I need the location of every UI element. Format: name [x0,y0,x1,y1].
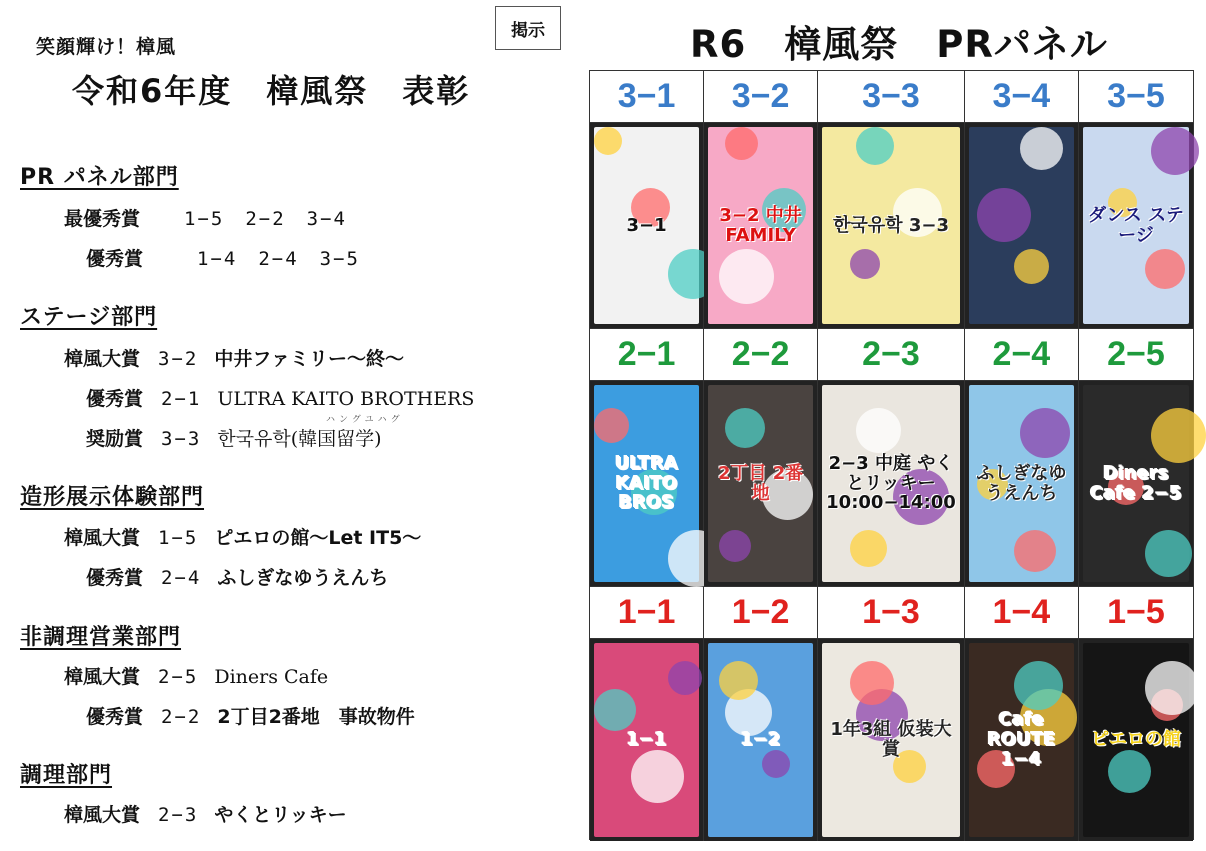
award-row [86,415,404,451]
panel-decoration [725,127,758,160]
panel-photo [1079,381,1193,587]
panel-photo [704,123,818,329]
section-title: 造形展示体験部門 [20,485,205,510]
panel-decoration [719,661,758,700]
panel-photo [965,123,1079,329]
award-work: 中井ファミリー〜終〜 [214,348,404,370]
panel-text: 한국유학 3−3 [833,214,949,236]
award-row [64,523,421,550]
award-row [86,702,415,729]
pr-panel-grid [589,70,1194,840]
award-row [86,384,474,411]
award-classes: 2−5 [158,666,199,688]
panel-photo [818,123,965,329]
panel-text: 2丁目 2番地 [717,462,804,504]
panel-decoration [850,661,894,705]
class-header: 1−1 [590,587,704,639]
class-header: 1−3 [818,587,965,639]
panel-text: ダンス ステージ [1088,204,1184,246]
award-classes: 1−5 2−2 3−4 [184,208,347,230]
panel-decoration [1145,249,1185,289]
panel-text: 1−2 [740,729,781,751]
award-name: 樟風大賞 [64,666,141,688]
section-exhibition [20,480,204,511]
award-name: 樟風大賞 [64,804,141,826]
panel-decoration [1145,530,1192,577]
panel-decoration [856,408,901,453]
award-row [64,800,347,827]
panel-photo [590,639,704,841]
panel-photo [704,639,818,841]
class-header: 2−4 [965,329,1079,381]
panel-decoration [719,249,774,304]
award-name: 優秀賞 [86,706,144,728]
panel-decoration [725,408,765,448]
section-non-cooking [20,620,181,651]
slogan: 笑顔輝け！樟風 [36,36,177,58]
class-header: 3−1 [590,71,704,123]
class-header: 2−1 [590,329,704,381]
panel-decoration [977,188,1031,242]
section-title: ステージ部門 [20,305,158,330]
panel-decoration [1151,408,1206,463]
panel-decoration [856,127,894,165]
award-row [64,204,347,231]
award-work: ULTRA KAITO BROTHERS [217,388,475,410]
class-header: 2−3 [818,329,965,381]
pr-panel-title: R6 樟風祭 PRパネル [690,23,1108,66]
section-stage [20,300,157,331]
panel-photo [965,381,1079,587]
panel-photo [704,381,818,587]
award-row [64,662,328,689]
class-header: 3−5 [1079,71,1193,123]
award-name: 奨励賞 [86,428,144,450]
panel-text: 1−1 [626,729,667,751]
panel-decoration [594,689,636,731]
panel-text: 3−1 [626,214,667,236]
award-work: ピエロの館〜Let IT5〜 [214,527,422,549]
class-header: 3−4 [965,71,1079,123]
award-list [0,0,585,851]
award-name: 樟風大賞 [64,527,141,549]
panel-decoration [668,661,702,695]
panel-photo [590,381,704,587]
panel-text: 1年3組 仮装大賞 [830,719,952,760]
section-pr-panel [20,160,179,191]
award-row [86,244,360,271]
panel-text: ふしぎなゆうえんち [976,462,1067,504]
award-classes: 3−3 [161,428,202,450]
award-name: 最優秀賞 [64,208,141,230]
panel-decoration [850,249,880,279]
panel-decoration [1145,661,1199,715]
panel-decoration [1014,249,1049,284]
award-work: Diners Cafe [214,666,329,688]
award-work: 2丁目2番地 事故物件 [217,706,415,728]
award-name: 優秀賞 [86,567,144,589]
award-work: 한국유학(韓国留学) [217,428,382,450]
section-title: 調理部門 [20,763,113,788]
panel-text: ピエロの館 [1090,729,1181,751]
award-classes: 3−2 [158,348,199,370]
award-name: 優秀賞 [86,248,144,270]
award-classes: 2−2 [161,706,202,728]
panel-text: 3−2 中井 FAMILY [719,204,802,246]
panel-decoration [631,750,684,803]
ruby-reading: ハングユハグ [326,415,404,425]
notice-badge: 掲示 [495,6,561,50]
section-title: 非調理営業部門 [20,625,182,650]
panel-decoration [594,127,622,155]
class-header: 1−5 [1079,587,1193,639]
panel-decoration [1151,127,1199,175]
award-row [86,563,388,590]
panel-text: 2−3 中庭 やくとリッキー 10:00−14:00 [826,452,956,514]
panel-text: ULTRA KAITO BROS [614,452,679,514]
panel-decoration [1020,127,1063,170]
award-row [64,344,404,371]
panel-decoration [719,530,751,562]
section-title: PR パネル部門 [20,165,179,190]
award-name: 優秀賞 [86,388,144,410]
panel-decoration [1108,750,1151,793]
page-title: 令和6年度 樟風祭 表彰 [72,72,471,110]
award-classes: 1−5 [158,527,199,549]
class-header: 2−2 [704,329,818,381]
class-header: 1−4 [965,587,1079,639]
panel-photo [818,381,965,587]
panel-photo [965,639,1079,841]
award-work: ふしぎなゆうえんち [217,567,389,589]
panel-photo [590,123,704,329]
panel-decoration [594,408,629,443]
award-classes: 2−3 [158,804,199,826]
panel-text: Diners Cafe 2−5 [1090,462,1182,504]
panel-text: Cafe ROUTE 1−4 [987,709,1056,770]
award-name: 樟風大賞 [64,348,141,370]
panel-decoration [1020,408,1070,458]
class-header: 2−5 [1079,329,1193,381]
award-classes: 2−1 [161,388,202,410]
section-cooking [20,758,112,789]
award-classes: 1−4 2−4 3−5 [197,248,360,270]
panel-decoration [850,530,887,567]
panel-decoration [1014,530,1056,572]
class-header: 1−2 [704,587,818,639]
panel-photo [1079,639,1193,841]
award-classes: 2−4 [161,567,202,589]
panel-decoration [1014,661,1063,710]
class-header: 3−3 [818,71,965,123]
class-header: 3−2 [704,71,818,123]
panel-photo [818,639,965,841]
panel-photo [1079,123,1193,329]
award-work: やくとリッキー [214,804,347,826]
panel-decoration [762,750,790,778]
